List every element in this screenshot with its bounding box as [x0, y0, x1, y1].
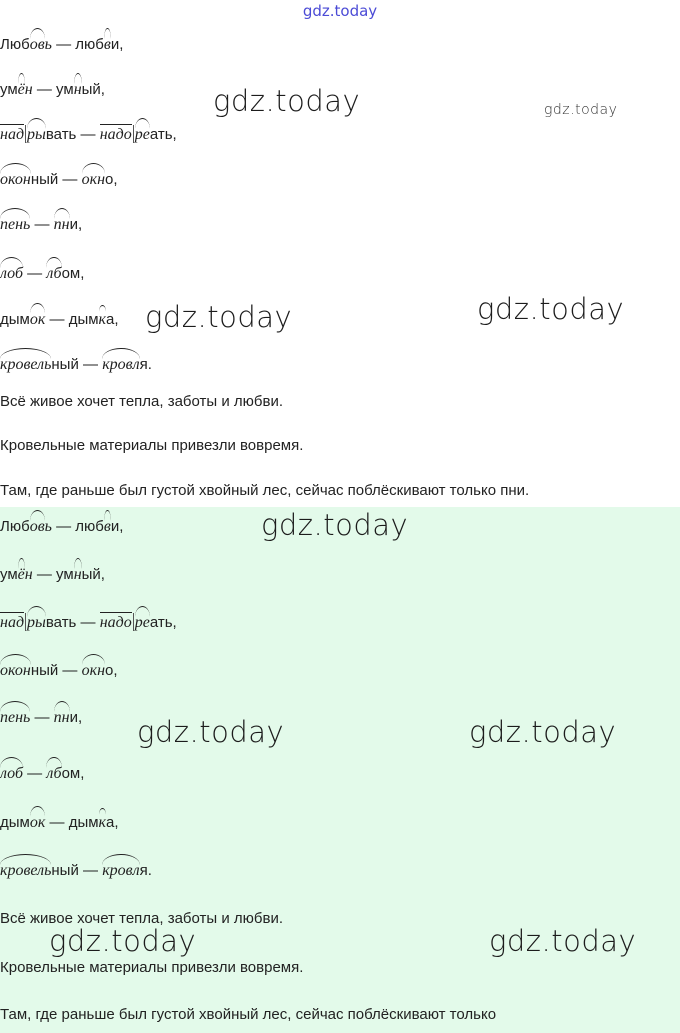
watermark: gdz.today: [469, 715, 617, 749]
word-line-2b: умён — умный,: [0, 566, 105, 583]
sentence-2b: Кровельные материалы привезли вовремя.: [0, 959, 304, 976]
sentence-3: Там, где раньше был густой хвойный лес, сейчас поблёскивают только пни.: [0, 482, 530, 499]
word-line-6: лоб — лбом,: [0, 265, 85, 282]
watermark: gdz.today: [213, 84, 361, 118]
word-line-7b: дымок — дымка,: [0, 814, 119, 831]
sentence-1b: Всё живое хочет тепла, заботы и любви.: [0, 910, 284, 927]
word-line-3: над рывать — надо реать,: [0, 126, 177, 143]
sentence-2: Кровельные материалы привезли вовремя.: [0, 437, 304, 454]
word-line-3b: над рывать — надо реать,: [0, 614, 177, 631]
watermark: gdz.today: [137, 715, 285, 749]
word-line-1: Любовь — любви,: [0, 36, 124, 53]
word-line-8b: кровельный — кровля.: [0, 862, 152, 879]
word-line-4: оконный — окно,: [0, 171, 118, 188]
sentence-3b: Там, где раньше был густой хвойный лес, сейчас поблёскивают только: [0, 1006, 497, 1023]
watermark: gdz.today: [477, 292, 625, 326]
word-line-2: умён — умный,: [0, 81, 105, 98]
watermark: gdz.today: [49, 924, 197, 958]
word-line-7: дымок — дымка,: [0, 311, 119, 328]
watermark: gdz.today: [544, 102, 618, 118]
word-line-4b: оконный — окно,: [0, 662, 118, 679]
word-line-8: кровельный — кровля.: [0, 356, 152, 373]
word-line-5b: пень — пни,: [0, 709, 83, 726]
word-line-5: пень — пни,: [0, 216, 83, 233]
watermark-top: gdz.today: [302, 2, 378, 20]
sentence-1: Всё живое хочет тепла, заботы и любви.: [0, 393, 284, 410]
watermark: gdz.today: [489, 924, 637, 958]
word-line-1b: Любовь — любви,: [0, 518, 124, 535]
word-line-6b: лоб — лбом,: [0, 765, 85, 782]
watermark: gdz.today: [261, 508, 409, 542]
watermark: gdz.today: [145, 300, 293, 334]
